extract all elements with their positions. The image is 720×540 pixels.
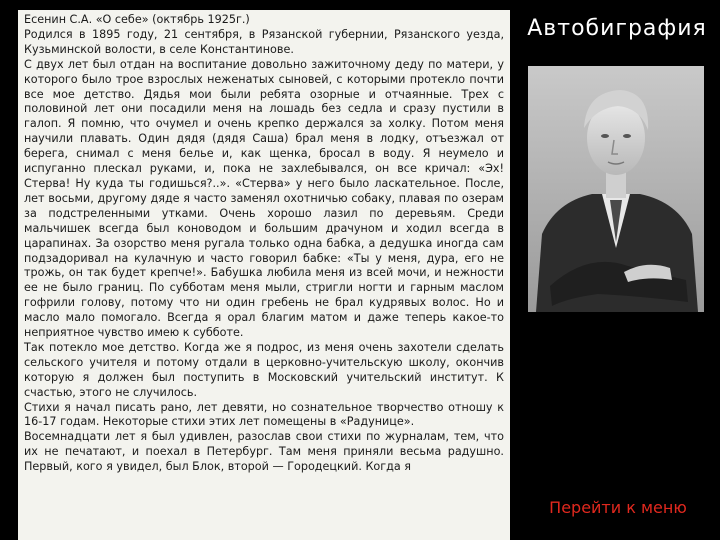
bio-paragraph: Так потекло мое детство. Когда же я подрос, из меня очень захотели сделать сельского учителя и потому отдали в церковно-учительскую школу, окончив которую я должен был поступить в Московский учительский институт. К счастью, этого не случилось. — [24, 340, 504, 399]
biography-text-panel — [18, 10, 510, 540]
bio-paragraph: Восемнадцати лет я был удивлен, разослав свои стихи по журналам, тем, что их не печатают, и поехал в Петербург. Там меня приняли весьма радушно. Первый, кого я увидел, был Блок, второй — Городецкий. Когда я — [24, 430, 504, 474]
bio-heading: Есенин С.А. «О себе» (октябрь 1925г.) — [24, 13, 250, 26]
portrait-illustration — [528, 66, 704, 312]
portrait-photo — [528, 66, 704, 312]
bio-paragraph: Стихи я начал писать рано, лет девяти, но сознательное творчество отношу к 16-17 годам. Некоторые стихи этих лет помещены в «Радунице». — [24, 400, 504, 429]
bio-paragraph: Родился в 1895 году, 21 сентября, в Рязанской губернии, Рязанского уезда, Кузьминской волости, в селе Константинове. — [24, 27, 504, 56]
bio-paragraph: С двух лет был отдан на воспитание довольно зажиточному деду по матери, у которого было трое взрослых неженатых сыновей, с которыми протекло почти все мое детство. Дядья мои были ребята озорные и отчаянные. Трех с половиной лет они посадили меня на лошадь без седла и сразу пустили в галоп. Я помню, что очумел и очень крепко держался за холку. Потом меня научили плавать. Один дядя (дядя Саша) брал меня в лодку, отъезжал от берега, снимал с меня белье и, как щенка, бросал в воду. Я неумело и испуганно плескал руками, и, пока не захлебывался, он все кричал: «Эх! Стерва! Ну куда ты годишься?..». «Стерва» у него было ласкательное. После, лет восьми, другому дяде я часто заменял охотничью собаку, плавая по озерам за подстреленными утками. Очень хорошо лазил по деревьям. Среди мальчишек всегда был коноводом и большим драчуном и ходил всегда в царапинах. За озорство меня ругала только одна бабка, а дедушка иногда сам подзадоривал на кулачную и часто говорил бабке: «Ты у меня, дура, его не трожь, он так будет крепче!». Бабушка любила меня из всей мочи, и нежности ее не было границ. По субботам меня мыли, стригли ногти и гарным маслом гофрили голову, потому что ни один гребень не брал кудрявых волос. Но и масло мало помогало. Всегда я орал благим матом и даже теперь какое-то неприятное чувство имею к субботе. — [24, 57, 504, 340]
go-to-menu-link[interactable]: Перейти к меню — [549, 498, 687, 517]
slide-title: Автобиграфия — [527, 16, 707, 41]
